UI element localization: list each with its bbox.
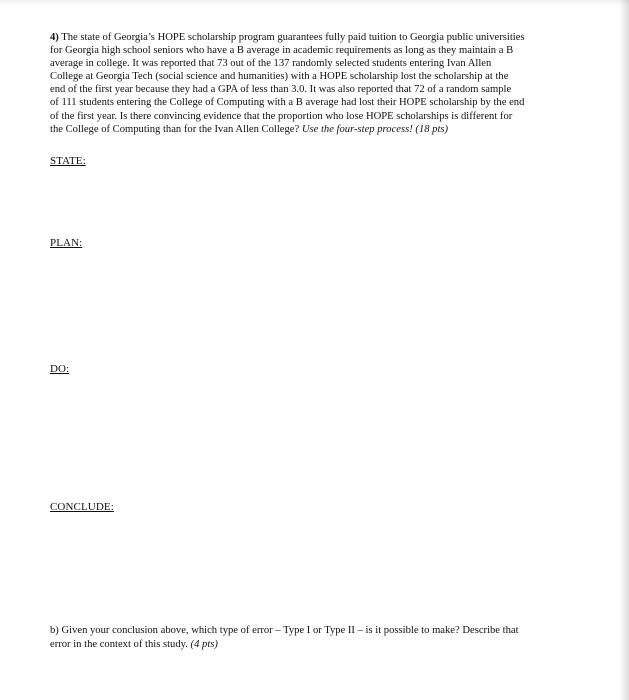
question-line: for Georgia high school seniors who have a B average in academic requirements as long as they maintain a B xyxy=(50,45,514,57)
part-b-line: error in the context of this study. (4 pts) xyxy=(50,638,218,650)
do-label: DO: xyxy=(50,363,70,375)
page-edge-shadow xyxy=(619,0,629,700)
part-b-points: (4 pts) xyxy=(190,638,218,650)
question-line: average in college. It was reported that 73 out of the 137 randomly selected students entering Ivan Allen xyxy=(50,58,492,70)
plan-label: PLAN: xyxy=(50,237,83,249)
question-instruction: Use the four-step process! (18 pts) xyxy=(301,123,449,135)
page-top-shadow xyxy=(0,0,629,6)
question-line: College at Georgia Tech (social science and humanities) with a HOPE scholarship lost the scholarship at the xyxy=(50,71,509,83)
part-b-line: b) Given your conclusion above, which type of error – Type I or Type II – is it possible to make? Describe that xyxy=(50,625,519,636)
state-label: STATE: xyxy=(50,155,86,167)
question-line: of 111 students entering the College of Computing with a B average had lost their HOPE scholarship by the end xyxy=(50,97,525,109)
question-number: 4) xyxy=(50,32,59,43)
question-line: end of the first year because they had a GPA of less than 3.0. It was also reported that 72 of a random sample xyxy=(50,84,512,96)
question-part-b xyxy=(50,624,590,651)
conclude-label: CONCLUDE: xyxy=(50,501,114,513)
question-4-text xyxy=(50,31,585,136)
question-line: 4) The state of Georgia’s HOPE scholarship program guarantees fully paid tuition to Georgia public universities xyxy=(50,32,525,43)
question-line: of the first year. Is there convincing evidence that the proportion who lose HOPE scholarships is different for xyxy=(50,110,513,122)
question-line: the College of Computing than for the Ivan Allen College? Use the four-step process! (18 pts) xyxy=(50,123,449,135)
